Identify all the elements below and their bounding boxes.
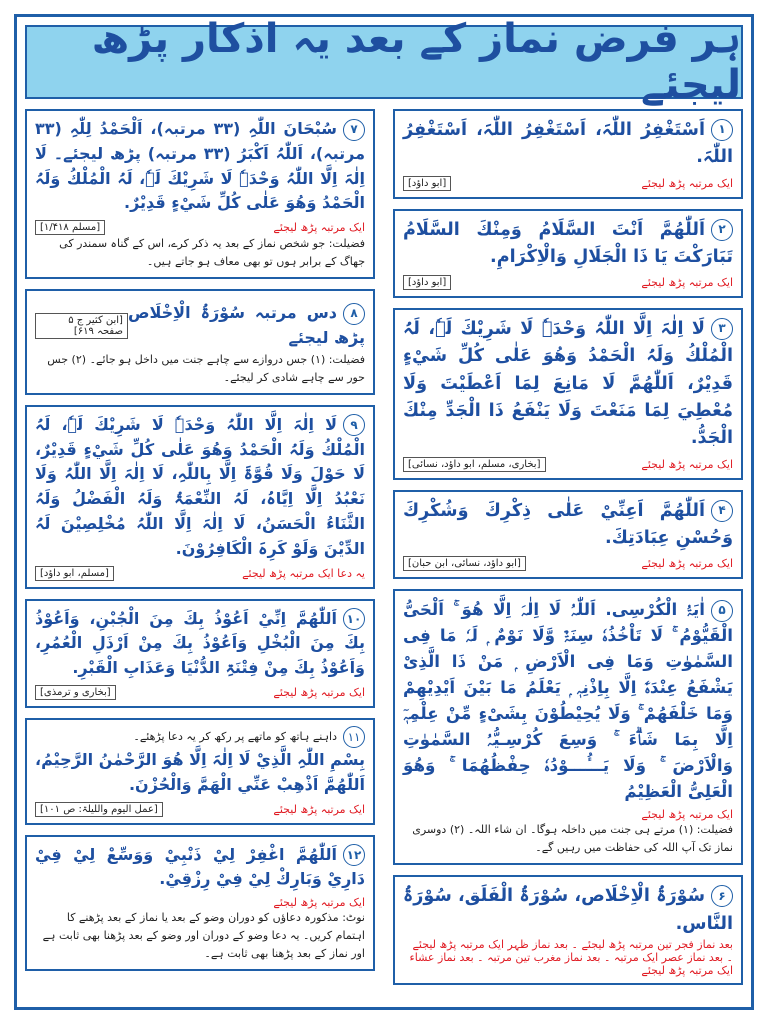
dhikr-card-1 [393, 109, 743, 199]
item-number: ۸ [343, 303, 365, 325]
instruction-note: ایک مرتبہ پڑھ لیجئے [641, 557, 733, 571]
reference: [ابن کثیر ج ۵ صفحہ ۶۱۹] [35, 313, 128, 339]
instruction-pre: داہنے ہاتھ کو ماتھے پر رکھ کر یہ دعا پڑھئے۔ [133, 729, 337, 743]
dhikr-text: اَللّٰھُمَّ اغْفِرْ لِيْ ذَنْبِيْ وَوَسِّعْ لِيْ فِيْ دَارِيْ وَبَارِكْ لِيْ فِيْ رِزْقِيْ. [35, 844, 365, 889]
note-text: نوٹ: مذکورہ دعاؤں کو دوران وضو کے بعد یا نماز کے بعد پڑھنے کا اہتمام کریں۔ یہ دعا وضو کے دوران اور وضو کے بعد پڑھنا بھی ثابت ہے اور نماز کے بعد پڑھنا بھی ثابت ہے۔ [42, 911, 365, 961]
dhikr-card-6 [393, 875, 743, 985]
right-column [393, 109, 743, 995]
instruction-note: یہ دعا ایک مرتبہ پڑھ لیجئے [242, 566, 365, 580]
dhikr-text: اَللّٰھُمَّ اَنْتَ السَّلَامُ وَمِنْكَ السَّلَامُ تَبَارَكْتَ يَا ذَا الْجَلَالِ وَالْاِكْرَامِ. [403, 219, 733, 267]
item-number: ۱۱ [343, 726, 365, 748]
dhikr-card-5 [393, 589, 743, 865]
dhikr-text: لَا اِلٰہَ اِلَّا اللّٰہُ وَحْدَہٗ لَا شَرِيْكَ لَہٗ، لَہُ الْمُلْكُ وَلَہُ الْحَمْدُ وَھُوَ عَلٰى كُلِّ شَيْءٍ قَدِيْرٌ، لَا حَوْلَ وَلَا قُوَّۃَ اِلَّا بِاللّٰہِ، لَا اِلٰہَ اِلَّا اللّٰہُ وَلَا نَعْبُدُ اِلَّا اِيَّاہُ، لَہُ النِّعْمَۃُ وَلَہُ الْفَضْلُ وَلَہُ الثَّنَاءُ الْحَسَنُ، لَا اِلٰہَ اِلَّا اللّٰہُ مُخْلِصِيْنَ لَہُ الدِّيْنَ وَلَوْ كَرِہَ الْكَافِرُوْنَ. [35, 414, 365, 558]
instruction-note: ایک مرتبہ پڑھ لیجئے [641, 808, 733, 822]
virtue-text: فضیلت: جو شخص نماز کے بعد یہ ذکر کرے، اس کے گناہ سمندر کی جھاگ کے برابر ہوں تو بھی معاف ہو جاتے ہیں۔ [59, 237, 365, 269]
reference: [مسلم، ابو داؤد] [35, 566, 114, 581]
instruction-note: ایک مرتبہ پڑھ لیجئے [641, 276, 733, 290]
dhikr-card-10 [25, 599, 375, 708]
dhikr-text: سُبْحَانَ اللّٰہِ (۳۳ مرتبہ)، اَلْحَمْدُ لِلّٰہِ (۳۳ مرتبہ)، اَللّٰہُ اَكْبَرُ (۳۳ مرتبہ) پڑھ لیجئے۔ لَا اِلٰہَ اِلَّا اللّٰہُ وَحْدَہٗ لَا شَرِيْكَ لَہٗ، لَہُ الْمُلْكُ وَلَہُ الْحَمْدُ وَھُوَ عَلٰى كُلِّ شَيْءٍ قَدِيْرٌ. [35, 119, 366, 213]
item-number: ۲ [711, 219, 733, 241]
virtue-text: فضیلت: (۱) جس دروازے سے چاہے جنت میں داخل ہو جائے۔ (۲) جس حور سے چاہے شادی کر لیجئے۔ [47, 352, 365, 384]
dhikr-card-11 [25, 718, 375, 825]
page-title: ہر فرض نماز کے بعد یہ اذکار پڑھ لیجئے [91, 16, 741, 108]
dhikr-text: اَللّٰھُمَّ اَعِنِّيْ عَلٰى ذِكْرِكَ وَشُكْرِكَ وَحُسْنِ عِبَادَتِكَ. [403, 500, 733, 548]
item-number: ۴ [711, 500, 733, 522]
item-number: ۱۲ [343, 844, 365, 866]
item-number: ۹ [343, 414, 365, 436]
dhikr-text: لَا اِلٰہَ اِلَّا اللّٰہُ وَحْدَہٗ لَا شَرِيْكَ لَہٗ، لَہُ الْمُلْكُ وَلَہُ الْحَمْدُ وَھُوَ عَلٰى كُلِّ شَيْءٍ قَدِيْرٌ، اَللّٰھُمَّ لَا مَانِعَ لِمَا اَعْطَيْتَ وَلَا مُعْطِيَ لِمَا مَنَعْتَ وَلَا يَنْفَعُ ذَا الْجَدِّ مِنْكَ الْجَدُّ. [403, 319, 733, 449]
item-number: ۷ [343, 119, 365, 141]
reference: [بخاری و ترمذی] [35, 685, 116, 700]
page-frame [14, 14, 754, 1010]
reference: [ابو داؤد، نسائی، ابن حبان] [403, 556, 526, 571]
instruction-note: ایک مرتبہ پڑھ لیجئے [641, 457, 733, 471]
instruction-note: ایک مرتبہ پڑھ لیجئے [273, 221, 365, 235]
reference: [ابو داؤد] [403, 176, 451, 191]
reference: [ابو داؤد] [403, 275, 451, 290]
instruction-note: بعد نماز فجر تین مرتبہ پڑھ لیجئے ۔ بعد نماز ظہر ایک مرتبہ پڑھ لیجئے ۔ بعد نماز عصر ایک مرتبہ ۔ بعد نماز مغرب تین مرتبہ ۔ بعد نماز عشاء ایک مرتبہ پڑھ لیجئے [409, 938, 733, 978]
item-number: ۱۰ [343, 608, 365, 630]
dhikr-text: اٰیَۃُ الْکُرْسِی. اَللّٰہُ لَا اِلٰہَ اِلَّا ھُوَ ۚ اَلْحَیُّ الْقَیُّوْمُ ۚ لَا تَاْخُذُہٗ سِنَۃٌ وَّلَا نَوْمٌ ۭ لَہٗ مَا فِی السَّمٰوٰتِ وَمَا فِی الْاَرْضِ ۭ مَنْ ذَا الَّذِیْ یَشْفَعُ عِنْدَہٗٓ اِلَّا بِاِذْنِہٖ ۭ یَعْلَمُ مَا بَیْنَ اَیْدِیْھِمْ وَمَا خَلْفَھُمْ ۚ وَلَا یُحِیْطُوْنَ بِشَیْءٍ مِّنْ عِلْمِہٖٓ اِلَّا بِمَا شَاۗءَ ۚ وَسِعَ كُرْسِـيُّہُ السَّمٰوٰتِ وَالْاَرْضَ ۚ وَلَا یَـــُٔـــوْدُہٗ حِفْظُھُمَا ۚ وَھُوَ الْعَلِیُّ الْعَظِیْمُ [403, 599, 733, 801]
instruction-note: ایک مرتبہ پڑھ لیجئے [273, 685, 365, 699]
dhikr-card-4 [393, 490, 743, 580]
dhikr-card-2 [393, 209, 743, 299]
instruction-note: ایک مرتبہ پڑھ لیجئے [641, 176, 733, 190]
dhikr-text: اَسْتَغْفِرُ اللّٰہَ، اَسْتَغْفِرُ اللّٰہَ، اَسْتَغْفِرُ اللّٰہَ. [403, 120, 733, 168]
dhikr-card-9 [25, 405, 375, 589]
reference: [عمل الیوم واللیلۃ: ص ۱۰۱] [35, 802, 163, 817]
dhikr-text: اَللّٰھُمَّ اِنِّيْ اَعُوْذُ بِكَ مِنَ الْجُبْنِ، وَاَعُوْذُ بِكَ مِنَ الْبُخْلِ وَاَعُوْذُ بِكَ مِنْ اَرْذَلِ الْعُمُرِ، وَاَعُوْذُ بِكَ مِنْ فِتْنَۃِ الدُّنْيَا وَعَذَابِ الْقَبْرِ. [35, 608, 365, 678]
dhikr-card-12 [25, 835, 375, 972]
dhikr-card-7 [25, 109, 375, 279]
item-number: ۳ [711, 318, 733, 340]
reference: [مسلم ۱/۴۱۸] [35, 220, 105, 235]
item-number: ۵ [711, 600, 733, 622]
item-number: ۱ [711, 119, 733, 141]
page-title-banner [25, 16, 743, 108]
dhikr-text: سُوْرَۃُ الْاِخْلَاص، سُوْرَۃُ الْفَلَق، سُوْرَۃُ النَّاس. [403, 886, 733, 934]
dhikr-card-3 [393, 308, 743, 479]
dhikr-card-8 [25, 289, 375, 395]
reference: [بخاری، مسلم، ابو داؤد، نسائی] [403, 457, 546, 472]
virtue-text: فضیلت: (۱) مرتے ہی جنت میں داخلہ ہوگا۔ ان شاء اللہ۔ (۲) دوسری نماز تک آپ اللہ کی حفاظت میں رہیں گے۔ [412, 823, 733, 855]
left-column [25, 109, 375, 981]
instruction-note: ایک مرتبہ پڑھ لیجئے [273, 802, 365, 816]
instruction-note: ایک مرتبہ پڑھ لیجئے [273, 896, 365, 910]
dhikr-text: دس مرتبہ سُوْرَۃُ الْاِخْلَاص پڑھ لیجئے [127, 303, 365, 347]
item-number: ۶ [711, 885, 733, 907]
dhikr-text: بِسْمِ اللّٰہِ الَّذِيْ لَا اِلٰہَ اِلَّا ھُوَ الرَّحْمٰنُ الرَّحِيْمُ، اَللّٰھُمَّ اَذْھِبْ عَنِّي الْھَمَّ وَالْحُزْنَ. [35, 749, 365, 794]
